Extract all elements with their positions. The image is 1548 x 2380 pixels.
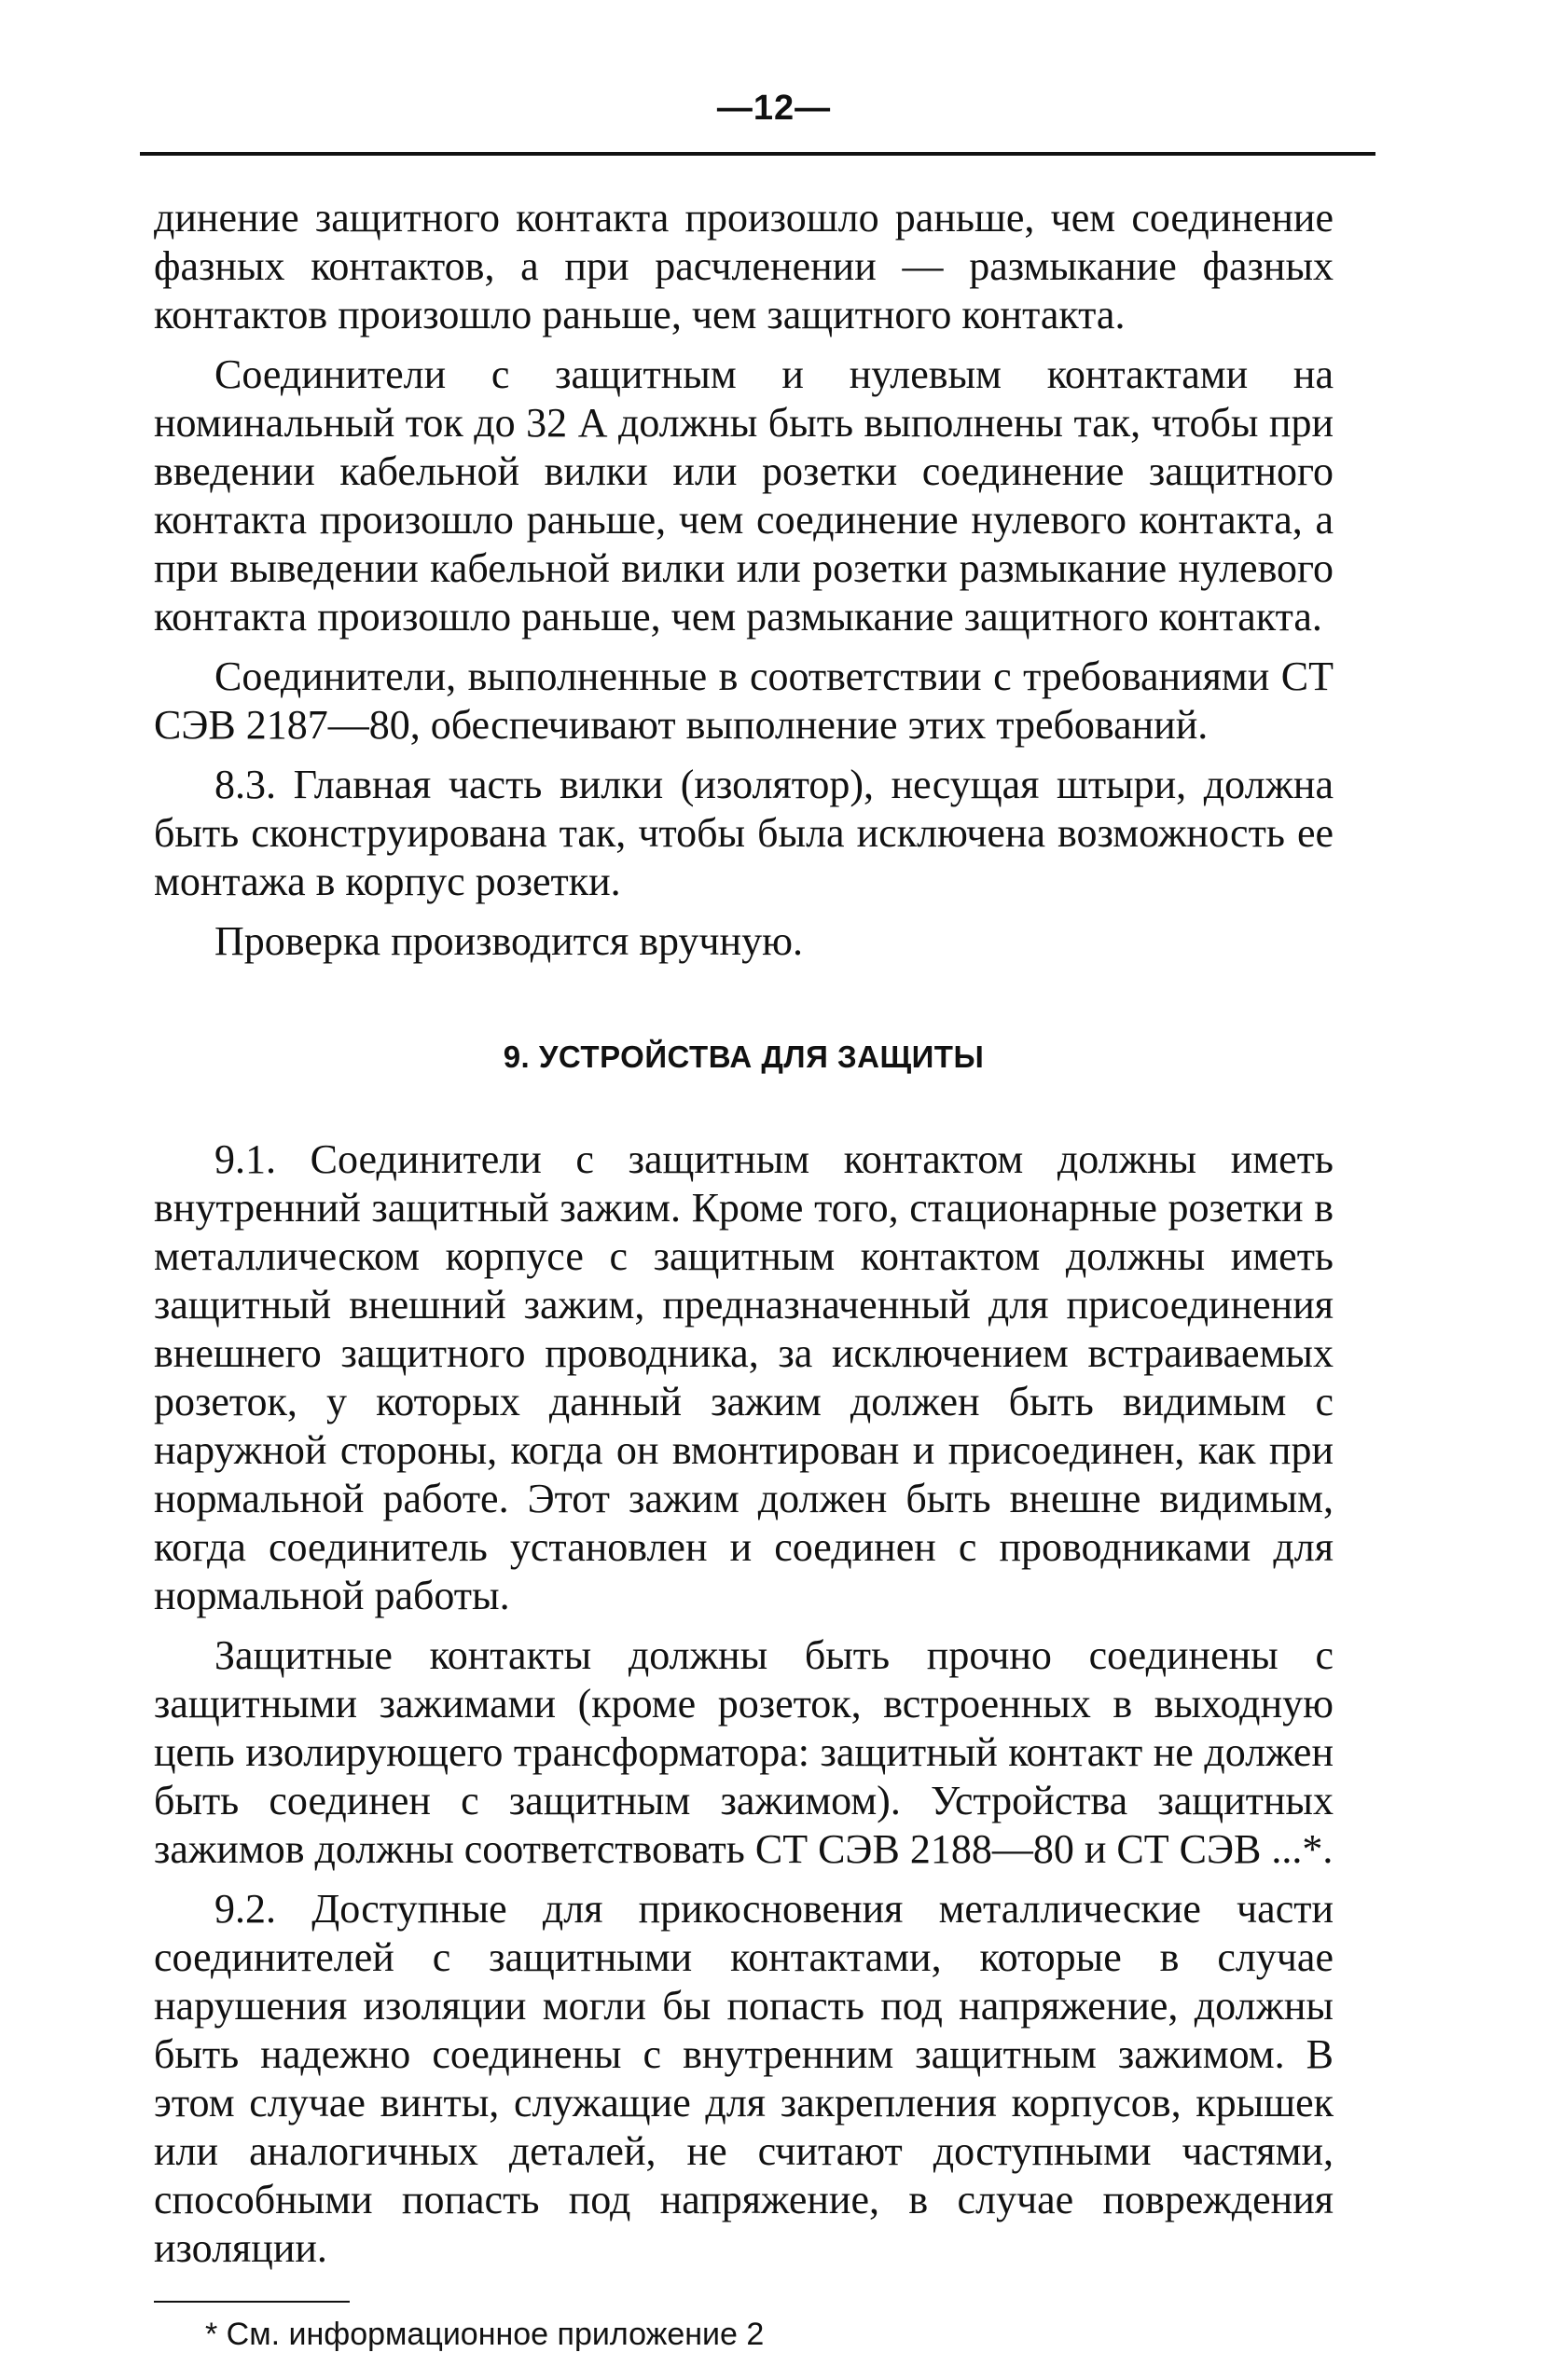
paragraph-standard-compliance: Соединители, выполненные в соответствии с требованиями СТ СЭВ 2187—80, обеспечивают выполнение этих требований. xyxy=(154,653,1334,748)
footnote: * См. информационное приложение 2 xyxy=(205,2317,765,2352)
header-rule xyxy=(140,152,1375,156)
paragraph-continuation: динение защитного контакта произошло раньше, чем соединение фазных контактов, а при расчленении — размыкание фазных контактов произошло раньше, чем защитного контакта. xyxy=(154,195,1334,337)
footnote-rule xyxy=(154,2301,350,2303)
paragraph-zero-contact: Соединители с защитным и нулевым контактами на номинальный ток до 32 А должны быть выполнены так, чтобы при введении кабельной вилки или розетки соединение защитного контакта произошло раньше, чем соединение нулевого контакта, а при выведении кабельной вилки или розетки размыкание нулевого контакта произошло раньше, чем размыкание защитного контакта. xyxy=(154,351,1334,640)
paragraph-8-3: 8.3. Главная часть вилки (изолятор), несущая штыри, должна быть сконструирована так, чтобы была исключена возможность ее монтажа в корпус розетки. xyxy=(154,762,1334,904)
paragraph-check-manual: Проверка производится вручную. xyxy=(214,918,803,964)
body-text xyxy=(154,194,1334,2353)
section-heading: 9. УСТРОЙСТВА ДЛЯ ЗАЩИТЫ xyxy=(503,1039,985,1074)
paragraph-protective-contacts: Защитные контакты должны быть прочно соединены с защитными зажимами (кроме розеток, встроенных в выходную цепь изолирующего трансформатора: защитный контакт не должен быть соединен с защитным зажимом). Устройства защитных зажимов должны соответствовать СТ СЭВ 2188—80 и СТ СЭВ ...*. xyxy=(154,1632,1334,1872)
paragraph-9-2: 9.2. Доступные для прикосновения металлические части соединителей с защитными контактами, которые в случае нарушения изоляции могли бы попасть под напряжение, должны быть надежно соединены с внутренним защитным зажимом. В этом случае винты, служащие для закрепления корпусов, крышек или аналогичных деталей, не считают доступными частями, способными попасть под напряжение, в случае повреждения изоляции. xyxy=(154,1886,1334,2271)
page-number: —12— xyxy=(716,89,832,128)
paragraph-9-1: 9.1. Соединители с защитным контактом должны иметь внутренний защитный зажим. Кроме того, стационарные розетки в металлическом корпусе с защитным контактом должны иметь защитный внешний зажим, предназначенный для присоединения внешнего защитного проводника, за исключением встраиваемых розеток, у которых данный зажим должен быть видимым с наружной стороны, когда он вмонтирован и присоединен, как при нормальной работе. Этот зажим должен быть внешне видимым, когда соединитель установлен и соединен с проводниками для нормальной работы. xyxy=(154,1136,1334,1618)
